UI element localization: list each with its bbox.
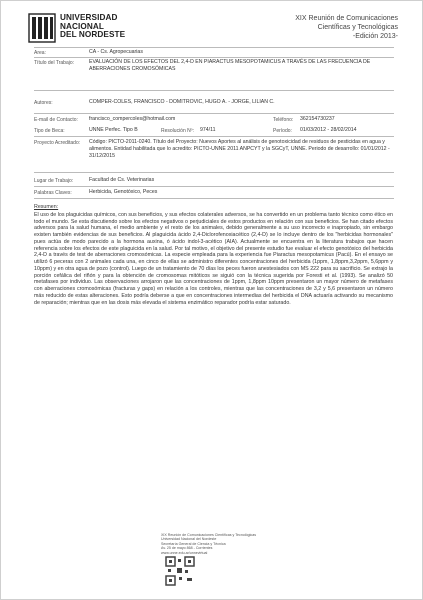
logo-text xyxy=(60,14,125,40)
beca-value: UNNE Perfec. Tipo B xyxy=(89,127,138,133)
summary-text: El uso de los plaguicidas químicos, con sus beneficios, y sus efectos colaterales adversos, se ha convertido en un problema tanto técnico como ético en todo el mundo. Se esta discutiendo sobre los efectos negativos o perjudiciales de estos productos en relación con sus beneficios. Se han citado efectos adversos para la salud humana, el medio ambiente y el resto de los animales, debido generalmente a su uso incorrecto e inapropiado, sin embargo existen también evidencias de sus beneficios. Al plaguicida ácido 2,4-Diclorofenoxiacético (2,4-D) se lo incluye dentro de los "herbicidas hormonales" pues actúa de modo parecido a la hormona auxina, ó ácido indol-3-acético (AIA). Actualmente se encuentra en la literatura trabajos que hacen referencia sobre los efectos de este plaguicida en la salud. Por tal motivo, el objetivo del presente estudio fue evaluar el efecto genotóxico del herbicida 2,4-D a través de test de aberraciones cromosómicas. La especie empleada para la experiencia fue Piaractus mesopotamicus (Pacú). En el ensayo se utilizó 6 peceras con 2 animales cada una, en cinco de ellas se administro diferentes concentraciones del herbicida (1ppm, 1,8ppm,3,2ppm, 5,6ppm y 10ppm) y en otra agua de pozo (control). Luego de un tratamiento de 70 días los peces fueron anestesiados con MS 222 para su sacrificio. Se extrajo la porción cefálica del riñón y para la obtención de cromosomas mitóticos se siguió con la técnica sugerida por Foresti et al. (1993). Se analizó 50 metafases por individuo. Las observaciones arrojaron que las concentraciones de 1ppm, 1,8ppm 10ppm presentaron un mayor número de metafases con aberraciones cromosómicas (fracturas y gaps) en relación a los controles, mientras que las concentraciones de 3,2 y 5,6 presentaron un número más reducido de estas alteraciones. Esto podría deberse a que en concentraciones intermedias del herbicida el DNA actuaría activando su mecanismo de reparación; mientras que en las dosis más elevada el sistema enzimático reparador podría estar saturado. xyxy=(34,211,393,306)
footer-logo-icon xyxy=(165,556,195,586)
periodo-label: Período: xyxy=(273,128,292,134)
divider xyxy=(34,136,394,137)
email-label: E-mail de Contacto: xyxy=(34,117,78,123)
divider xyxy=(34,198,394,199)
footer-line-3: Secretaría General de Ciencia y Técnica xyxy=(161,541,226,546)
footer-text xyxy=(161,533,256,555)
resolucion-label: Resolución Nº: xyxy=(161,128,194,134)
resolucion-value: 974/11 xyxy=(200,127,216,133)
work-title-value: EVALUACIÓN DE LOS EFECTOS DEL 2,4-D EN PIARACTUS MESOPOTAMICUS A TRAVÉS DE LAS FRECUENCIA DE ABERRACIONES CROMOSÓMICAS xyxy=(89,59,371,72)
authors-value: COMPER-COLES, FRANCISCO - DOMITROVIC, HUGO A. - JORGE, LILIAN C. xyxy=(89,99,275,105)
logo-line-1: UNIVERSIDAD xyxy=(60,13,118,22)
area-value: CA - Cs. Agropecuarias xyxy=(89,49,143,55)
beca-label: Tipo de Beca: xyxy=(34,128,65,134)
area-label: Area: xyxy=(34,50,46,56)
proyecto-value: Código: PICTO-2011-0240. Título del Proyecto: Nuevos Aportes al análisis de genotoxicidad de residuos de pesticidas en agua y alimentos. Entidad habilitada que lo acredito: PICTO-UNNE 2011 ANPCYT y la SGCyT, UNNE. Periodo de desarrollo: 01/01/2012 - 31/12/2015 xyxy=(89,139,390,159)
university-crest-icon xyxy=(28,13,56,43)
divider xyxy=(34,113,394,114)
university-logo xyxy=(28,13,138,47)
palabras-value: Herbicida, Genotóxico, Peces xyxy=(89,189,158,195)
footer-line-2: Universidad Nacional del Nordeste xyxy=(161,537,217,542)
divider xyxy=(34,57,394,58)
event-line-2: Científicas y Tecnológicas xyxy=(317,24,398,31)
proyecto-label: Proyecto Acreditado: xyxy=(34,140,81,146)
footer-line-1: XIX Reunión de Comunicaciones Científicas y Tecnológicas xyxy=(161,533,257,537)
divider xyxy=(34,90,394,91)
summary-section xyxy=(34,204,393,306)
logo-line-2: NACIONAL xyxy=(60,21,105,31)
phone-label: Teléfono: xyxy=(273,117,294,123)
event-line-3: -Edición 2013- xyxy=(352,33,398,40)
palabras-label: Palabras Claves: xyxy=(34,190,72,196)
footer-line-4: Av. 25 de mayo 868 - Corrientes xyxy=(161,546,213,551)
logo-line-3: DEL NORDESTE xyxy=(60,30,126,40)
event-title xyxy=(295,14,398,41)
periodo-value: 01/03/2012 - 28/02/2014 xyxy=(300,127,357,133)
lugar-label: Lugar de Trabajo: xyxy=(34,178,74,184)
phone-value: 362154730237 xyxy=(300,116,335,122)
lugar-value: Facultad de Cs. Veterinarias xyxy=(89,177,155,183)
title-label: Título del Trabajo: xyxy=(34,60,75,66)
footer-line-5: www.unne.edu.ar/unnevirtual xyxy=(161,550,208,555)
divider xyxy=(34,172,394,173)
event-line-1: XIX Reunión de Comunicaciones xyxy=(295,15,398,22)
email-value: francisco_compercoles@hotmail.com xyxy=(89,116,176,122)
divider xyxy=(34,186,394,187)
header-divider xyxy=(34,47,394,48)
summary-title: Resumen: xyxy=(34,204,59,210)
authors-label: Autores: xyxy=(34,100,53,106)
